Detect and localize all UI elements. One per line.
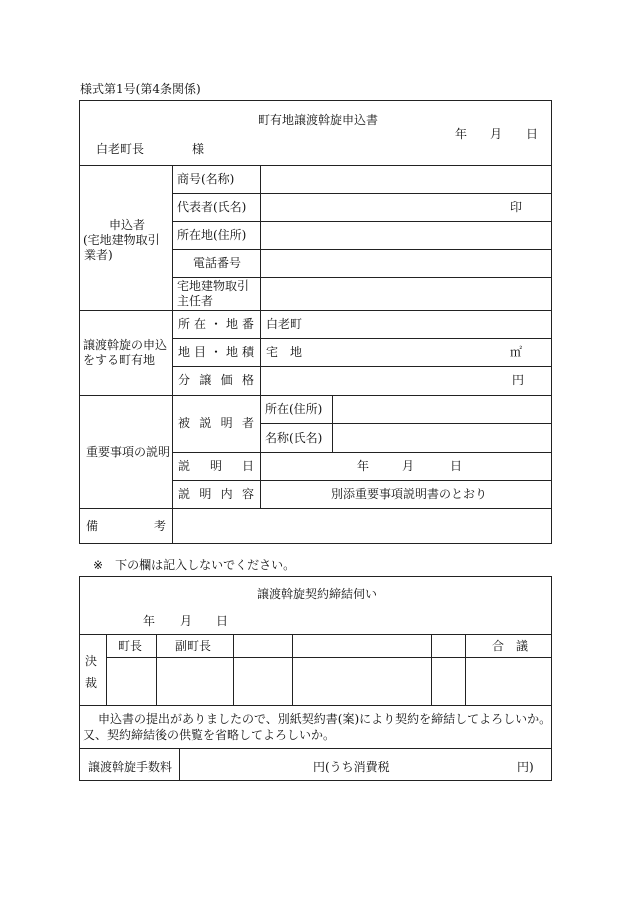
divider xyxy=(172,480,551,481)
divider xyxy=(80,165,551,166)
divider xyxy=(172,221,551,222)
seal-mark: 印 xyxy=(510,200,523,214)
divider xyxy=(172,249,551,250)
category-value: 宅 地 xyxy=(266,345,303,359)
divider xyxy=(80,705,551,706)
approval-body-line: 又、契約締結後の供覧を省略してよろしいか。 xyxy=(83,728,336,742)
application-form xyxy=(79,100,552,544)
land-section-label: 譲渡斡旋の申込 xyxy=(83,338,168,352)
approval-day-label: 日 xyxy=(216,614,229,628)
divider xyxy=(172,165,173,543)
address-label: 所在地(住所) xyxy=(177,228,247,242)
chief-label: 主任者 xyxy=(177,294,214,308)
applicant-section-label: (宅地建物取引 xyxy=(83,233,160,247)
deputy-mayor-label: 副町長 xyxy=(175,639,212,653)
explanation-content-value: 別添重要事項説明書のとおり xyxy=(331,487,488,501)
fee-value: 円(うち消費税 xyxy=(313,760,390,774)
decision-label: 決 xyxy=(85,654,98,668)
consultation-label: 合 議 xyxy=(492,639,529,653)
chief-label: 宅地建物取引 xyxy=(177,279,250,293)
category-label: 地目・地積 xyxy=(178,345,254,359)
applicant-section-label: 申込者 xyxy=(109,218,146,232)
divider xyxy=(431,634,432,705)
date-day-label: 日 xyxy=(526,127,539,141)
divider xyxy=(465,634,466,705)
divider xyxy=(292,634,293,705)
application-title: 町有地譲渡斡旋申込書 xyxy=(258,113,379,127)
land-section-label: をする町有地 xyxy=(83,353,156,367)
fee-label: 譲渡斡旋手数料 xyxy=(88,760,173,774)
fee-close: 円) xyxy=(517,760,534,774)
divider xyxy=(156,634,157,705)
divider xyxy=(172,277,551,278)
explanation-date-label: 説明日 xyxy=(178,459,254,473)
approval-year-label: 年 xyxy=(143,614,156,628)
divider xyxy=(233,634,234,705)
form-number-label: 様式第1号(第4条関係) xyxy=(80,82,201,96)
approval-body-line: 申込書の提出がありましたので、別紙契約書(案)により契約を締結してよろしいか。 xyxy=(98,712,552,726)
divider xyxy=(80,310,551,311)
remarks-label: 備考 xyxy=(86,519,166,533)
phone-label: 電話番号 xyxy=(193,256,242,270)
divider xyxy=(260,423,551,424)
explanation-year: 年 xyxy=(357,459,370,473)
location-value: 白老町 xyxy=(266,317,303,331)
instruction-note xyxy=(93,556,295,573)
divider xyxy=(172,193,551,194)
price-label: 分譲価格 xyxy=(178,373,254,387)
applicant-section-label: 業者) xyxy=(84,248,113,262)
divider xyxy=(172,366,551,367)
representative-label: 代表者(氏名) xyxy=(177,200,247,214)
approval-title: 譲渡斡旋契約締結伺い xyxy=(257,587,378,601)
date-month-label: 月 xyxy=(490,127,503,141)
divider xyxy=(80,748,551,749)
divider xyxy=(172,338,551,339)
divider xyxy=(80,634,551,635)
recipient-name-label: 名称(氏名) xyxy=(265,431,323,445)
note-text: 下の欄は記入しないでください。 xyxy=(115,558,296,572)
divider xyxy=(172,452,551,453)
trade-name-label: 商号(名称) xyxy=(177,172,235,186)
explanation-month: 月 xyxy=(402,459,415,473)
divider xyxy=(260,165,261,508)
addressee: 白老町長 xyxy=(96,142,145,156)
decision-label: 裁 xyxy=(85,676,98,690)
mayor-label: 町長 xyxy=(118,639,143,653)
divider xyxy=(80,395,551,396)
divider xyxy=(106,657,551,658)
price-unit: 円 xyxy=(512,373,525,387)
divider xyxy=(106,634,107,705)
recipient-address-label: 所在(住所) xyxy=(265,402,323,416)
recipient-label: 被説明者 xyxy=(178,416,254,430)
divider xyxy=(80,508,551,509)
explanation-day: 日 xyxy=(450,459,463,473)
approval-form xyxy=(79,576,552,781)
divider xyxy=(332,395,333,452)
date-year-label: 年 xyxy=(455,127,468,141)
area-unit: ㎡ xyxy=(510,345,523,359)
explanation-content-label: 説明内容 xyxy=(178,487,254,501)
explanation-section-label: 重要事項の説明 xyxy=(86,445,171,459)
divider xyxy=(179,748,180,780)
honorific: 様 xyxy=(192,142,205,156)
approval-month-label: 月 xyxy=(180,614,193,628)
location-label: 所在・地番 xyxy=(178,317,254,331)
note-mark: ※ xyxy=(93,558,104,572)
